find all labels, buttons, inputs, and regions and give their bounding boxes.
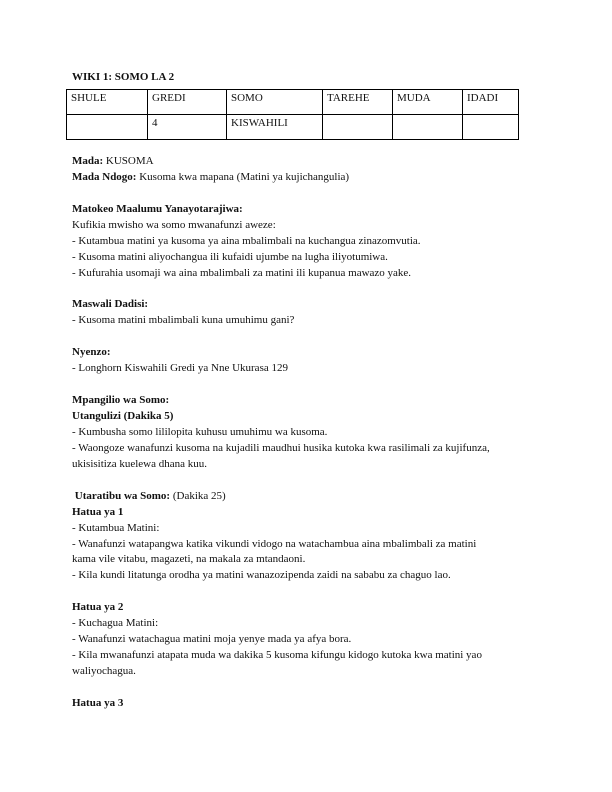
- utangulizi-heading-text: Utangulizi (Dakika 5): [72, 410, 174, 422]
- utaratibu-line: [72, 489, 542, 505]
- cell-shule: [67, 115, 148, 140]
- list-item: - Kila mwanafunzi atapata muda wa dakika 5 kusoma kifungu kidogo kutoka kwa matini yao: [72, 649, 482, 662]
- header-tarehe: TAREHE: [323, 90, 393, 115]
- hatua3-heading-text: Hatua ya 3: [72, 696, 124, 709]
- mada-ndogo-label: Mada Ndogo:: [72, 170, 137, 183]
- list-item: - Kila kundi litatunga orodha ya matini wanazozipenda zaidi na sababu za chaguo lao.: [72, 569, 451, 582]
- mada-value: KUSOMA: [103, 155, 154, 167]
- list-item: - Waongoze wanafunzi kusoma na kujadili maudhui husika kutoka kwa rasilimali za kujifunza,: [72, 441, 490, 454]
- list-item: - Kumbusha somo lililopita kuhusu umuhimu wa kusoma.: [72, 425, 328, 438]
- nyenzo-heading-text: Nyenzo:: [72, 346, 111, 359]
- list-item: kama vile vitabu, magazeti, na makala za mtandaoni.: [72, 553, 306, 566]
- utaratibu-label: Utaratibu wa Somo:: [74, 489, 171, 502]
- cell-tarehe: [323, 115, 393, 140]
- list-item: - Kufurahia usomaji wa aina mbalimbali za matini ili kupanua mawazo yake.: [72, 266, 412, 279]
- maswali-heading: [72, 297, 542, 313]
- matokeo-heading: [72, 202, 542, 218]
- list-item: - Kutambua Matini:: [72, 521, 160, 534]
- header-somo: SOMO: [227, 90, 323, 115]
- header-shule: SHULE: [67, 90, 148, 115]
- lesson-body: [72, 154, 542, 712]
- header-idadi: IDADI: [463, 90, 519, 115]
- hatua1-heading: [72, 505, 542, 521]
- hatua1-heading-text: Hatua ya 1: [72, 505, 124, 518]
- header-gredi: GREDI: [148, 90, 227, 115]
- list-item: - Wanafunzi watapangwa katika vikundi vidogo na watachambua aina mbalimbali za matini: [72, 537, 477, 550]
- cell-gredi: 4: [148, 115, 227, 140]
- matokeo-intro: Kufikia mwisho wa somo mwanafunzi aweze:: [72, 218, 276, 231]
- header-muda: MUDA: [393, 90, 463, 115]
- list-item: - Longhorn Kiswahili Gredi ya Nne Ukurasa 129: [72, 362, 288, 375]
- mpangilio-heading: [72, 393, 542, 409]
- hatua2-heading: [72, 600, 542, 616]
- cell-idadi: [463, 115, 519, 140]
- nyenzo-heading: [72, 345, 542, 361]
- lesson-title: WIKI 1: SOMO LA 2: [72, 71, 175, 83]
- mada-ndogo-value: Kusoma kwa mapana (Matini ya kujichangulia): [136, 170, 350, 183]
- list-item: ukisisitiza kuelewa dhana kuu.: [72, 457, 208, 470]
- table-header-row: [67, 90, 519, 115]
- mada-label: Mada:: [72, 155, 104, 167]
- cell-somo: KISWAHILI: [227, 115, 323, 140]
- mpangilio-heading-text: Mpangilio wa Somo:: [72, 394, 170, 407]
- list-item: - Kusoma matini aliyochangua ili kufaidi ujumbe na lugha iliyotumiwa.: [72, 250, 388, 263]
- utangulizi-heading: [72, 409, 542, 425]
- list-item: - Kusoma matini mbalimbali kuna umuhimu gani?: [72, 314, 295, 327]
- list-item: waliyochagua.: [72, 665, 136, 677]
- mada-line: [72, 154, 542, 170]
- maswali-heading-text: Maswali Dadisi:: [72, 298, 149, 311]
- matokeo-heading-text: Matokeo Maalumu Yanayotarajiwa:: [72, 202, 243, 215]
- cell-muda: [393, 115, 463, 140]
- list-item: - Kutambua matini ya kusoma ya aina mbalimbali na kuchangua zinazomvutia.: [72, 234, 421, 247]
- hatua3-heading: [72, 696, 542, 712]
- utaratibu-value: (Dakika 25): [170, 489, 226, 502]
- list-item: - Kuchagua Matini:: [72, 617, 159, 630]
- list-item: - Wanafunzi watachagua matini moja yenye mada ya afya bora.: [72, 633, 352, 646]
- table-row: [67, 115, 519, 140]
- hatua2-heading-text: Hatua ya 2: [72, 601, 124, 614]
- lesson-info-table: [66, 89, 519, 140]
- mada-ndogo-line: [72, 170, 542, 186]
